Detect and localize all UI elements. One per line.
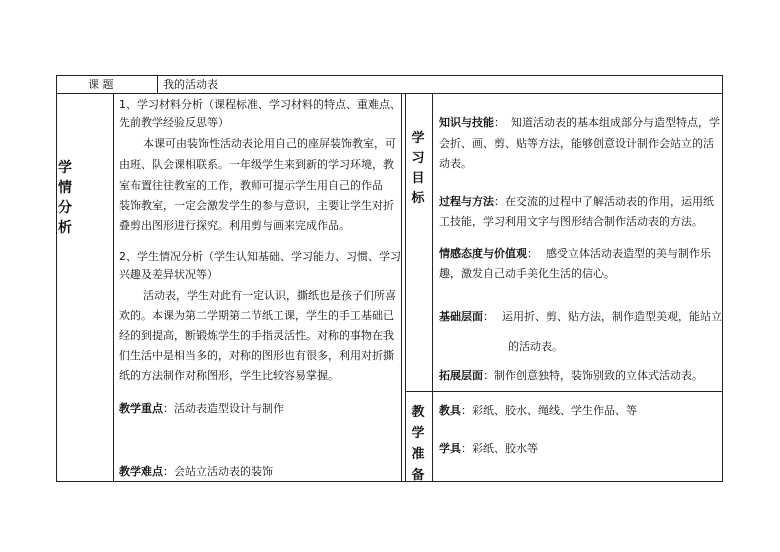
teaching-focus-label: 教学重点 — [119, 402, 163, 415]
goal-emotion-label: 情感态度与价值观 — [439, 247, 527, 260]
goal-label: 学 习 目 标 — [411, 131, 425, 206]
header-label: 课 题 — [88, 78, 114, 91]
goal-process-label: 过程与方法 — [439, 195, 494, 208]
prep-student-tools: 学具：彩纸、胶水等 — [439, 442, 538, 455]
student-line: 经的到提高，断锻炼学生的手指灵活性。对称的事物在我 — [119, 329, 394, 342]
material-line: 装饰教室，一定会激发学生的参与意识，主要让学生对折 — [119, 199, 394, 212]
prep-tools-label: 教具 — [439, 404, 461, 417]
center-divider-1 — [401, 93, 402, 482]
student-line: 纸的方法制作对称图形，学生比较容易掌握。 — [119, 369, 339, 382]
teaching-difficulty: 教学难点：会站立活动表的装饰 — [119, 465, 273, 478]
student-heading: 2、学生情况分析（学生认知基础、学习能力、习惯、学习 — [119, 250, 401, 263]
goal-extend-label: 拓展层面 — [439, 369, 483, 382]
student-line: 活动表，学生对此有一定认识，撕纸也是孩子们所喜 — [143, 289, 396, 302]
header-value: 我的活动表 — [163, 78, 218, 91]
material-line: 叠剪出图形进行探究。利用剪与画来完成作品。 — [119, 219, 350, 232]
table-right-border — [722, 75, 723, 482]
prep-tools: 教具：彩纸、胶水、绳线、学生作品、等 — [439, 404, 637, 417]
prep-row-divider — [405, 391, 723, 392]
goal-basic-label: 基础层面 — [439, 310, 483, 323]
teaching-difficulty-label: 教学难点 — [119, 465, 163, 478]
goal-knowledge-label: 知识与技能 — [439, 116, 494, 129]
table-left-border — [56, 75, 57, 482]
material-line: 由班、队会课相联系。一年级学生来到新的学习环境，教 — [119, 158, 394, 171]
left-col-divider — [113, 93, 114, 482]
material-heading-cont: 先前教学经验反思等） — [119, 116, 229, 129]
student-heading-cont: 兴趣及差异状况等） — [119, 268, 218, 281]
goal-label-divider — [432, 93, 433, 482]
goal-extend: 拓展层面：制作创意独特，装饰别致的立体式活动表。 — [439, 369, 703, 382]
prep-label: 教 学 准 备 — [411, 405, 425, 483]
left-label: 学 情 分 析 — [58, 160, 72, 236]
student-line: 欢的。本课为第二学期第二节纸工课，学生的手工基础已 — [119, 309, 394, 322]
teaching-focus: 教学重点：活动表造型设计与制作 — [119, 402, 284, 415]
teaching-focus-value: 活动表造型设计与制作 — [174, 402, 284, 415]
prep-student-tools-label: 学具 — [439, 442, 461, 455]
material-heading: 1、学习材料分析（课程标准、学习材料的特点、重难点、 — [119, 98, 401, 111]
material-line: 室布置往往教室的工作，教师可提示学生用自己的作品 — [119, 179, 383, 192]
student-line: 们生活中是相当多的，对称的图形也有很多，利用对折撕 — [119, 349, 394, 362]
header-divider — [157, 75, 158, 94]
material-line: 本课可由装饰性活动表论用自己的座屏装饰教室，可 — [143, 137, 396, 150]
teaching-difficulty-value: 会站立活动表的装饰 — [174, 465, 273, 478]
